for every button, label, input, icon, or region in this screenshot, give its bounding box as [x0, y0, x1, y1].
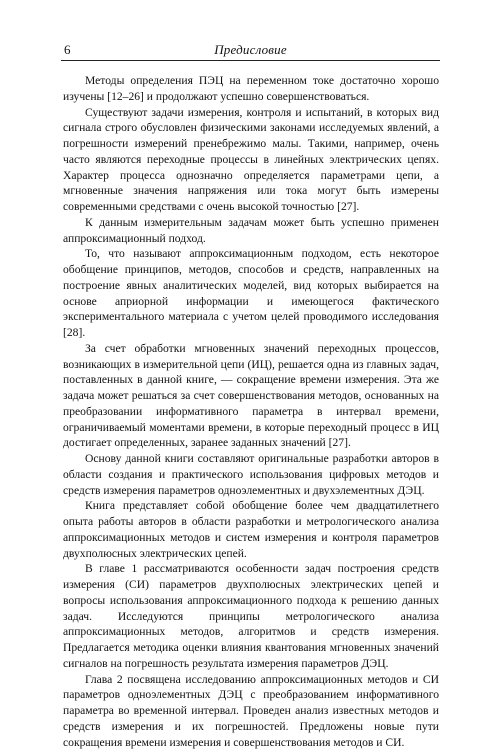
paragraph: Глава 2 посвящена исследованию аппроксимационных методов и СИ параметров одноэлементных ДЭЦ с преобразованием информативного параметра во временной интервал. Проведен анализ известных методов и средств измерения и их погрешностей. Предложены новые пути сокращения времени измерения и совершенствования методов и СИ.	[63, 672, 439, 749]
paragraph: Книга представляет собой обобщение более чем двадцатилетнего опыта работы авторов в области разработки и метрологического анализа аппроксимационных методов и систем измерения и контроля параметров двухполюсных электрических цепей.	[63, 499, 439, 560]
paragraph: К данным измерительным задачам может быть успешно применен аппроксимационный подход.	[63, 215, 439, 245]
body-text	[63, 73, 439, 750]
paragraph: Методы определения ПЭЦ на переменном токе достаточно хорошо изучены [12–26] и продолжают успешно совершенствоваться.	[63, 74, 439, 103]
paragraph: В главе 1 рассматриваются особенности задач построения средств измерения (СИ) параметров двухполюсных электрических цепей и вопросы использования аппроксимационного подхода к решению данных задач. Исследуются принципы метрологического анализа аппроксимационных методов, алгоритмов и средств измерения. Предлагается методика оценки влияния квантования мгновенных значений сигналов на погрешность результата измерения параметров ДЭЦ.	[63, 562, 439, 670]
paragraph: За счет обработки мгновенных значений переходных процессов, возникающих в измерительной цепи (ИЦ), решается одна из главных задач, поставленных в данной книге, — сокращение времени измерения. Эта же задача может решаться за счет совершенствования методов, основанных на преобразовании информативного параметра в интервал времени, ограничиваемый моментами времени, в которые переходный процесс в ИЦ достигает определенных, заранее заданных значений [27].	[63, 341, 439, 450]
paragraph: То, что называют аппроксимационным подходом, есть некоторое обобщение принципов, методов, способов и средств, направленных на построение явных аналитических моделей, вид которых выбирается на основе априорной информации и имеющегося фактического экспериментального материала с учетом целей проводимого исследования [28].	[63, 247, 439, 339]
page-number: 6	[64, 42, 71, 57]
page-header	[61, 34, 440, 61]
paragraph: Существуют задачи измерения, контроля и испытаний, в которых вид сигнала строго обусловлен физическими законами исследуемых явлений, а погрешности измерений пренебрежимо малы. Такими, например, очень часто являются переходные процессы в линейных электрических цепях. Характер процесса однозначно определяется параметрами цепи, а мгновенные значения напряжения или тока могут быть измерены современными средствами с очень высокой точностью [27].	[63, 105, 439, 213]
paragraph: Основу данной книги составляют оригинальные разработки авторов в области создания и практического использования цифровых методов и средств измерения параметров одноэлементных и двухэлементных ДЭЦ.	[63, 452, 439, 497]
running-title: Предисловие	[214, 42, 287, 57]
